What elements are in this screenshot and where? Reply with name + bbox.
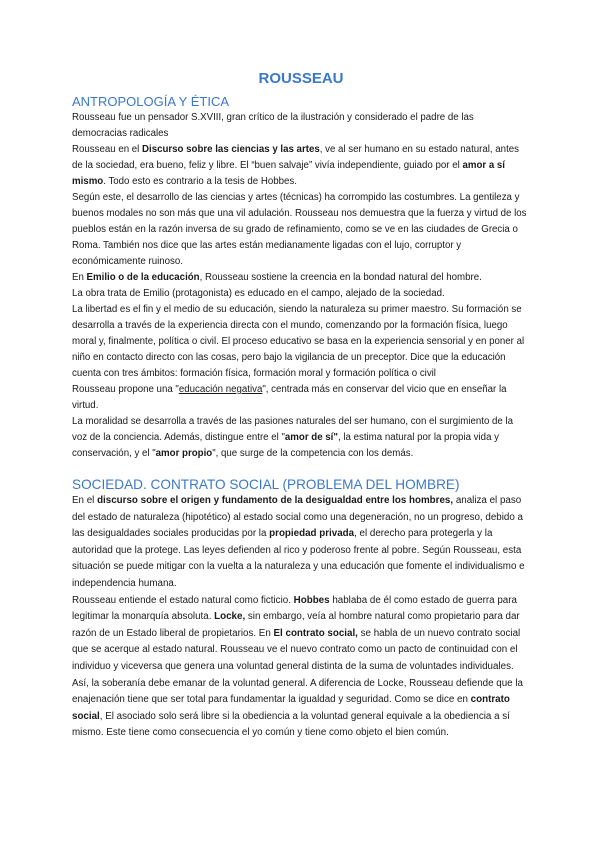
term-bold: amor a sí mismo (72, 160, 505, 187)
work-title-bold: Emilio o de la educación (86, 272, 200, 283)
term-underlined: educación negativa (178, 384, 263, 395)
paragraph: En el discurso sobre el origen y fundamento de la desigualdad entre los hombres, analiza el paso del estado de naturaleza (hipotético) al estado social como una degeneración, no un progreso, debido a las desigualdades sociales producidas por la propiedad privada, el derecho para protegerla y la autoridad que la protege. Las leyes defienden al rico y poderoso frente al pobre. Según Rousseau, esta situación se puede mitigar con la vuelta a la naturaleza y una educación que fomente el individualismo e independencia humana. (72, 495, 525, 589)
paragraph: Rousseau en el Discurso sobre las ciencias y las artes, ve al ser humano en su estado natural, antes de la sociedad, era bueno, feliz y libre. El “buen salvaje” vivía independiente, guiado por el amor a sí mismo. Todo esto es contrario a la tesis de Hobbes. (72, 144, 519, 187)
paragraph: La moralidad se desarrolla a través de las pasiones naturales del ser humano, con el surgimiento de la voz de la conciencia. Además, distingue entre el "amor de sí", la estima natural por la propia vida y conservación, y el "amor propio", que surge de la competencia con los demás. (72, 416, 514, 459)
section-antropologia (72, 110, 530, 462)
paragraph: La libertad es el fin y el medio de su educación, siendo la naturaleza su primer maestro. Su formación se desarrolla a través de la experiencia directa con el mundo, comenzando por la formación física, luego moral y, finalmente, política o civil. El proceso educativo se basa en la experiencia sensorial y en poner al niño en contacto directo con las cosas, pero bajo la vigilancia de un preceptor. Dice que la educación cuenta con tres ámbitos: formación física, formación moral y formación política o civil (72, 304, 525, 379)
section-sociedad (72, 493, 530, 742)
paragraph: Según este, el desarrollo de las ciencias y artes (técnicas) ha corrompido las costumbres. La gentileza y buenos modales no son más que una vil adulación. Rousseau nos demuestra que la fuerza y virtud de los pueblos están en la razón inversa de su grado de refinamiento, como se ve en las ciudades de Grecia o Roma. También nos dice que las artes están medianamente ligadas con el lujo, corruptor y económicamente ruinoso. (72, 192, 527, 267)
work-title-bold: Discurso sobre las ciencias y las artes (142, 144, 320, 155)
paragraph: En Emilio o de la educación, Rousseau sostiene la creencia en la bondad natural del hombre. (72, 272, 482, 283)
paragraph: Rousseau entiende el estado natural como ficticio. Hobbes hablaba de él como estado de guerra para legitimar la monarquía absoluta. Locke, sin embargo, veía al hombre natural como propietario para dar razón de un Estado liberal de propietarios. En El contrato social, se habla de un nuevo contrato social que se acerque al estado natural. Rousseau ve el nuevo contrato como un pacto de continuidad con el individuo y viceversa que genera una voluntad general distinta de la suma de voluntades individuales. Así, la soberanía debe emanar de la voluntad general. A diferencia de Locke, Rousseau defiende que la enajenación tiene que ser total para fundamentar la igualdad y seguridad. Como se dice en contrato social, El asociado solo será libre si la obediencia a la voluntad general equivale a la obediencia a sí mismo. Este tiene como consecuencia el yo común y tiene como objeto el bien común. (72, 594, 523, 739)
paragraph: Rousseau propone una "educación negativa", centrada más en conservar del vicio que en enseñar la virtud. (72, 384, 507, 411)
work-title-bold: discurso sobre el origen y fundamento de la desigualdad entre los hombres, (97, 495, 454, 506)
section-heading-antropologia: ANTROPOLOGÍA Y ÉTICA (72, 94, 230, 109)
term-bold: amor de sí" (284, 432, 338, 443)
author-bold: Locke, (214, 611, 246, 623)
paragraph: Rousseau fue un pensador S.XVIII, gran crítico de la ilustración y considerado el padre de las democracias radicales (72, 112, 474, 139)
document-title: ROUSSEAU (258, 70, 344, 87)
term-bold: propiedad privada (269, 528, 355, 540)
document-page (72, 70, 530, 742)
work-title-bold: contrato social (72, 694, 510, 722)
section-heading-sociedad: SOCIEDAD. CONTRATO SOCIAL (PROBLEMA DEL HOMBRE) (72, 477, 460, 492)
term-bold: amor propio (155, 448, 213, 459)
author-bold: Hobbes (293, 594, 330, 606)
paragraph: La obra trata de Emilio (protagonista) es educado en el campo, alejado de la sociedad. (72, 288, 445, 299)
work-title-bold: El contrato social, (273, 627, 358, 639)
